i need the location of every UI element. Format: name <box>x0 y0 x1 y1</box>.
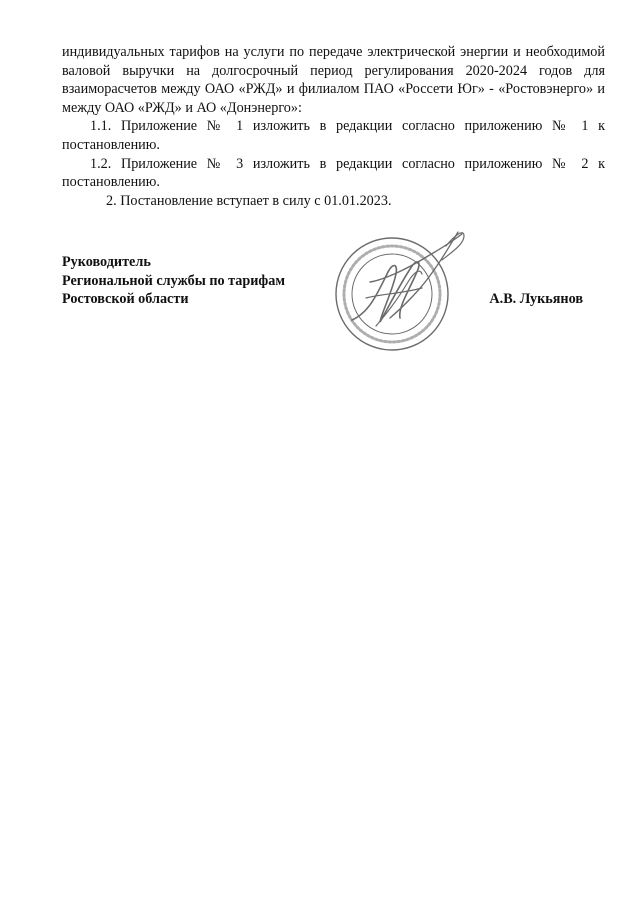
item-1-1-paragraph: 1.1. Приложение № 1 изложить в редакции согласно приложению № 1 к постановлению. <box>62 118 605 153</box>
document-body <box>62 43 605 210</box>
signatory-position-line3: Ростовской области <box>62 291 189 308</box>
item-1-2-paragraph: 1.2. Приложение № 3 изложить в редакции согласно приложению № 2 к постановлению. <box>62 155 605 191</box>
signatory-name: А.В. Лукьянов <box>489 291 583 307</box>
item-2-paragraph: 2. Постановление вступает в силу с 01.01.2023. <box>106 192 392 209</box>
signatory-position-line2: Региональной службы по тарифам <box>62 272 286 289</box>
signature-stroke-3 <box>390 232 458 318</box>
official-seal-with-signature <box>330 222 470 362</box>
signature-stroke-1 <box>352 262 419 322</box>
signature-stroke-5 <box>376 271 422 326</box>
intro-paragraph: индивидуальных тарифов на услуги по передаче электрической энергии и необходимой валовой выручки на долгосрочный период регулирования 2020-2024 годов для взаиморасчетов между ОАО «РЖД» и филиалом ПАО «Россети Юг» - «Ростовэнерго» и между ОАО «РЖД» и АО «Донэнерго»: <box>62 44 605 116</box>
signatory-position-line1: Руководитель <box>62 254 151 270</box>
